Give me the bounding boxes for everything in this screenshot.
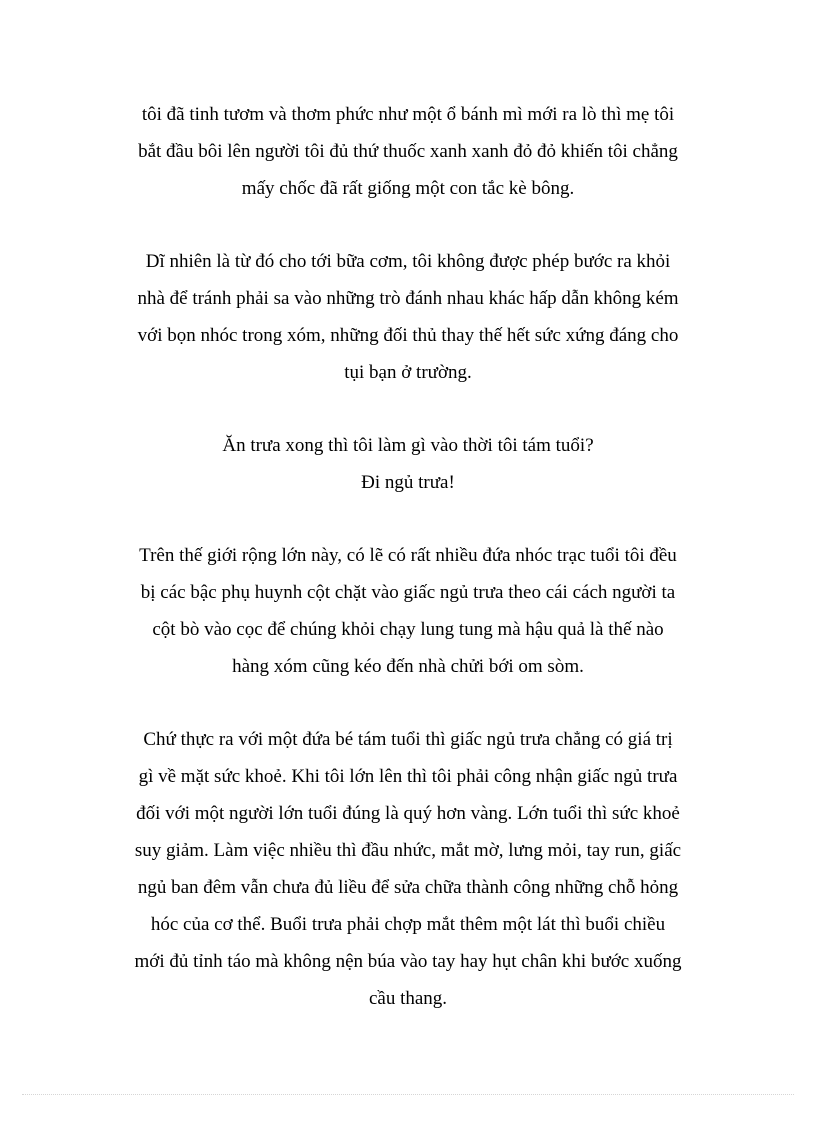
paragraph-2 xyxy=(110,243,706,391)
text-line: bắt đầu bôi lên người tôi đủ thứ thuốc xanh xanh đỏ đỏ khiến tôi chẳng xyxy=(138,141,678,162)
text-line: mới đủ tỉnh táo mà không nện búa vào tay hay hụt chân khi bước xuống xyxy=(134,951,682,972)
text-line: Chứ thực ra với một đứa bé tám tuổi thì giấc ngủ trưa chẳng có giá trị xyxy=(143,729,673,750)
text-line: gì về mặt sức khoẻ. Khi tôi lớn lên thì tôi phải công nhận giấc ngủ trưa xyxy=(138,766,678,787)
text-line: tụi bạn ở trường. xyxy=(344,362,472,383)
paragraph-1 xyxy=(110,96,706,207)
text-line: Trên thế giới rộng lớn này, có lẽ có rất nhiều đứa nhóc trạc tuổi tôi đều xyxy=(139,545,677,566)
text-line: hóc của cơ thể. Buổi trưa phải chợp mắt thêm một lát thì buổi chiều xyxy=(150,914,666,935)
text-line: Ăn trưa xong thì tôi làm gì vào thời tôi tám tuổi? xyxy=(222,435,594,456)
text-line: mấy chốc đã rất giống một con tắc kè bông. xyxy=(241,178,575,199)
text-line: Dĩ nhiên là từ đó cho tới bữa cơm, tôi không được phép bước ra khỏi xyxy=(145,251,671,272)
text-line: cầu thang. xyxy=(368,988,448,1009)
paragraph-4 xyxy=(110,537,706,685)
text-line: với bọn nhóc trong xóm, những đối thủ thay thế hết sức xứng đáng cho xyxy=(137,325,679,346)
text-line: ngủ ban đêm vẫn chưa đủ liều để sửa chữa thành công những chỗ hỏng xyxy=(137,877,679,898)
text-line: nhà để tránh phải sa vào những trò đánh nhau khác hấp dẫn không kém xyxy=(137,288,679,309)
text-line: đối với một người lớn tuổi đúng là quý hơn vàng. Lớn tuổi thì sức khoẻ xyxy=(136,803,680,824)
text-line: suy giảm. Làm việc nhiều thì đầu nhức, mắt mờ, lưng mỏi, tay run, giấc xyxy=(134,840,682,861)
text-line: cột bò vào cọc để chúng khỏi chạy lung tung mà hậu quả là thế nào xyxy=(152,619,664,640)
paragraph-3 xyxy=(110,427,706,501)
footer-divider xyxy=(22,1094,794,1095)
text-line: hàng xóm cũng kéo đến nhà chửi bới om sòm. xyxy=(232,656,584,677)
text-line: Đi ngủ trưa! xyxy=(361,472,455,493)
text-line: bị các bậc phụ huynh cột chặt vào giấc ngủ trưa theo cái cách người ta xyxy=(140,582,676,603)
text-line: tôi đã tinh tươm và thơm phức như một ổ bánh mì mới ra lò thì mẹ tôi xyxy=(141,104,675,125)
paragraph-5 xyxy=(110,721,706,1017)
